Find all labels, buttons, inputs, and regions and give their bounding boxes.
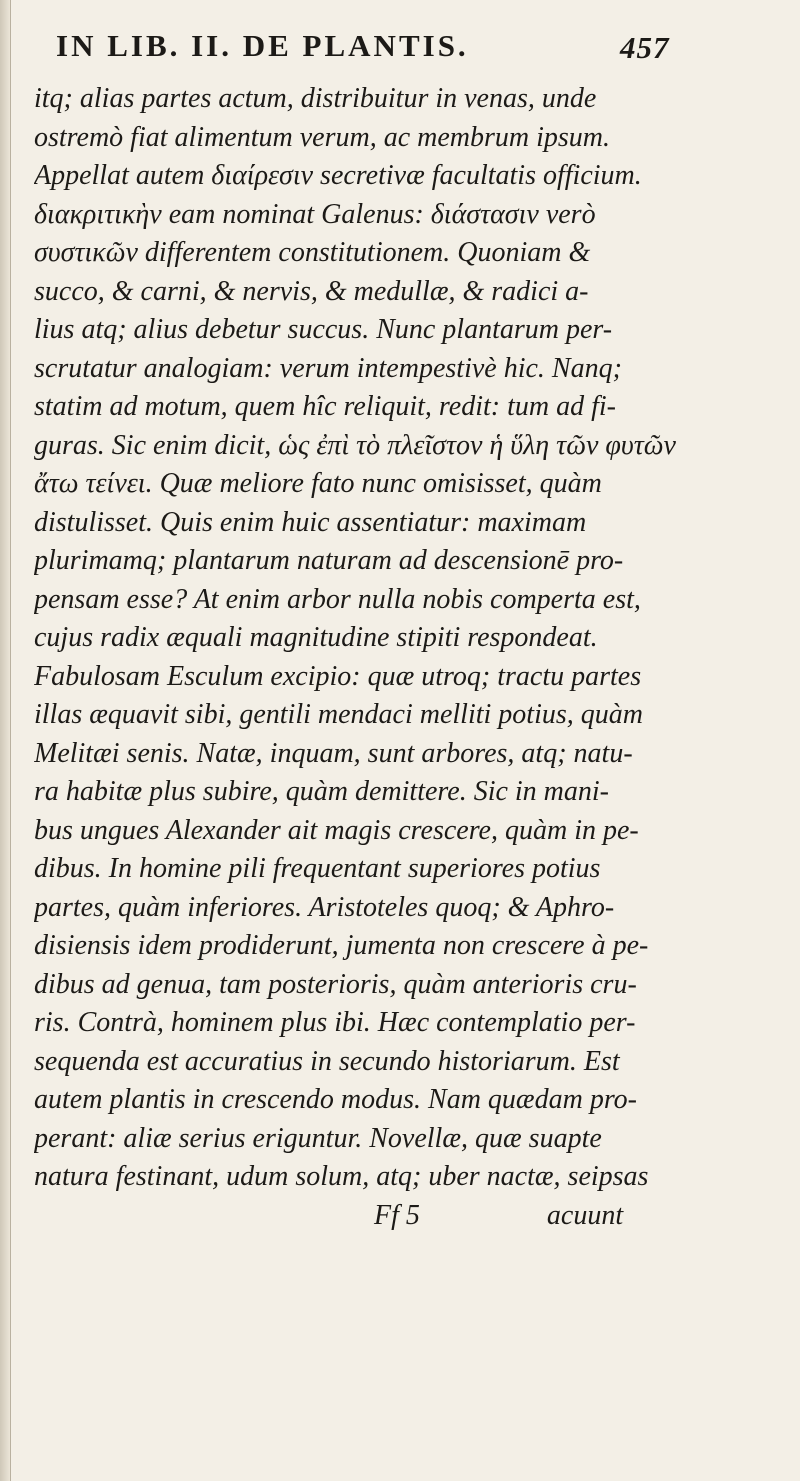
text-line: Fabulosam Esculum excipio: quæ utroq; tractu partes bbox=[34, 660, 642, 692]
text-line: statim ad motum, quem hîc reliquit, redit: tum ad fi- bbox=[34, 391, 616, 422]
text-line: bus ungues Alexander ait magis crescere, quàm in pe- bbox=[34, 814, 639, 846]
text-line: ἄτω τείνει. Quæ meliore fato nunc omisisset, quàm bbox=[34, 468, 602, 499]
text-line: Melitæi senis. Natæ, inquam, sunt arbores, atq; natu- bbox=[34, 737, 633, 769]
text-line: συστικῶν differentem constitutionem. Quoniam & bbox=[34, 237, 591, 268]
text-line: scrutatur analogiam: verum intempestivè hic. Nanq; bbox=[34, 352, 622, 384]
text-line: plurimamq; plantarum naturam ad descensionē pro- bbox=[34, 545, 624, 576]
signature-mark: Ff 5 bbox=[374, 1199, 420, 1231]
text-line: autem plantis in crescendo modus. Nam quædam pro- bbox=[34, 1084, 637, 1115]
page-header bbox=[34, 22, 800, 76]
text-line: dibus. In homine pili frequentant superiores potius bbox=[34, 853, 601, 884]
text-line: distulisset. Quis enim huic assentiatur: maximam bbox=[34, 506, 587, 538]
text-line: itq; alias partes actum, distribuitur in venas, unde bbox=[34, 83, 597, 114]
body-text bbox=[34, 80, 800, 1235]
text-line: perant: aliæ serius eriguntur. Novellæ, quæ suapte bbox=[34, 1122, 602, 1154]
page-footer bbox=[34, 1197, 800, 1236]
text-line: ra habitæ plus subire, quàm demittere. Sic in mani- bbox=[34, 776, 609, 807]
text-line: ostremò fiat alimentum verum, ac membrum ipsum. bbox=[34, 121, 611, 153]
text-line: sequenda est accuratius in secundo historiarum. Est bbox=[34, 1045, 620, 1077]
text-line: Appellat autem διαίρεσιν secretivæ facultatis officium. bbox=[34, 160, 642, 191]
text-line: guras. Sic enim dicit, ὡς ἐπὶ τὸ πλεῖστον ἡ ὕλη τῶν φυτῶν bbox=[34, 429, 676, 461]
text-line: pensam esse? At enim arbor nulla nobis comperta est, bbox=[34, 583, 641, 615]
text-line: disiensis idem prodiderunt, jumenta non crescere à pe- bbox=[34, 930, 649, 961]
book-page bbox=[34, 22, 800, 1481]
text-line: ris. Contrà, hominem plus ibi. Hæc contemplatio per- bbox=[34, 1007, 636, 1038]
text-line: lius atq; alius debetur succus. Nunc plantarum per- bbox=[34, 314, 613, 345]
running-title: IN LIB. II. DE PLANTIS. bbox=[56, 28, 469, 63]
text-line: διακριτικὴν eam nominat Galenus: διάστασιν verò bbox=[34, 198, 596, 230]
text-line: succo, & carni, & nervis, & medullæ, & radici a- bbox=[34, 275, 589, 307]
book-gutter bbox=[0, 0, 11, 1481]
text-line: cujus radix æquali magnitudine stipiti respondeat. bbox=[34, 622, 598, 653]
text-line: dibus ad genua, tam posterioris, quàm anterioris cru- bbox=[34, 968, 637, 1000]
page-number: 457 bbox=[620, 30, 670, 65]
text-line: illas æquavit sibi, gentili mendaci melliti potius, quàm bbox=[34, 699, 643, 730]
catchword: acuunt bbox=[546, 1199, 624, 1231]
text-line: natura festinant, udum solum, atq; uber nactæ, seipsas bbox=[34, 1161, 649, 1192]
text-line: partes, quàm inferiores. Aristoteles quoq; & Aphro- bbox=[34, 891, 615, 923]
